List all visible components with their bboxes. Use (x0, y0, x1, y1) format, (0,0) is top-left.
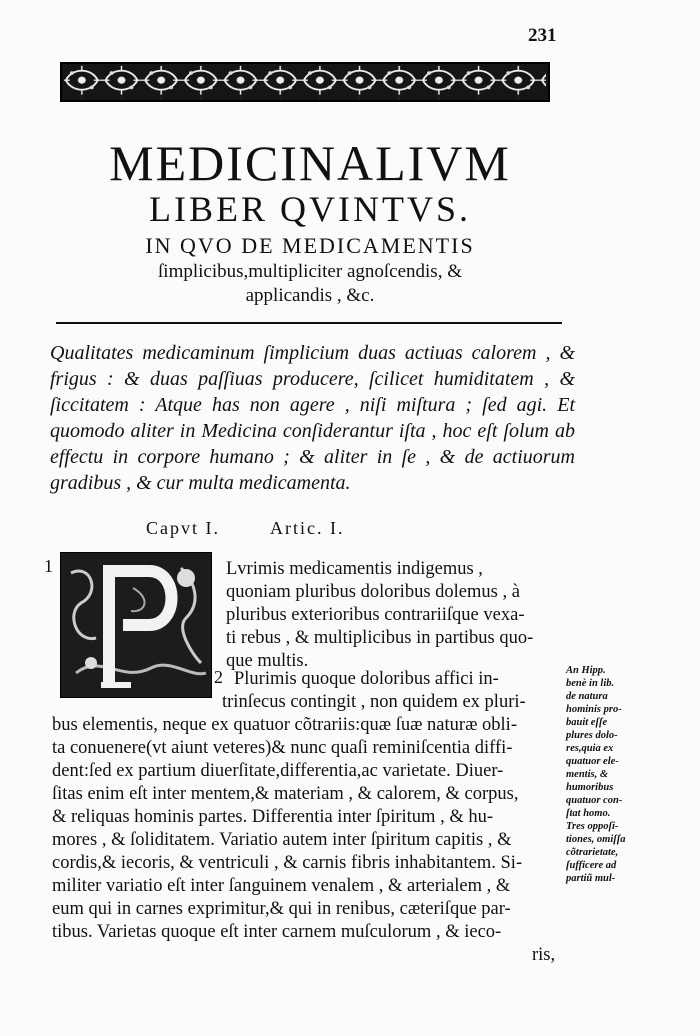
body-line: quoniam pluribus doloribus dolemus , à (226, 582, 520, 602)
margin-notes (566, 664, 700, 885)
body-line: Lvrimis medicamentis indigemus , (226, 559, 483, 579)
margin-note-line: cõtrarietate, (566, 847, 619, 858)
body-line: ſitas enim eſt inter mentem,& materiam , & calorem, & corpus, (52, 784, 519, 804)
margin-note-line: benè in lib. (566, 678, 615, 689)
section-number-2: 2 (214, 667, 223, 687)
margin-note-line: de natura (566, 691, 608, 702)
margin-note-line: ſufficere ad (566, 860, 617, 871)
body-line: ti rebus , & multiplicibus in partibus quo- (226, 628, 534, 648)
title-line-4: ſimplicibus,multipliciter agnoſcendis, & (158, 261, 462, 282)
body-line: que multis. (226, 651, 309, 671)
body-line: & reliquas hominis partes. Differentia inter ſpiritum , & hu- (52, 807, 493, 827)
chapter-summary: Qualitates medicaminum ſimplicium duas actiuas calorem , & frigus : & duas paſſiuas producere, ſcilicet humiditatem , & ſiccitatem : Atque has non agere , niſi miſtura ; ſed agi. Et quomodo aliter in Medicina conſiderantur iſta , hoc eſt ſolum ab effectu in corpore humano ; & aliter in ſe , & de actiuorum gradibus , & cur multa medicamenta. (50, 342, 575, 494)
body-line: dent:ſed ex partium diuerſitate,differentia,ac varietate. Diuer- (52, 761, 504, 781)
title-line-3: IN QVO DE MEDICAMENTIS (145, 233, 475, 258)
horizontal-rule (56, 322, 562, 324)
margin-note-line: tiones, omiſſa (566, 834, 626, 845)
body-line: eum qui in carnes exprimitur,& qui in renibus, cæteriſque par- (52, 899, 511, 919)
margin-note-line: bauit eſſe (566, 717, 608, 728)
margin-note-line: hominis pro- (566, 704, 622, 715)
floral-ornament-band-icon (60, 62, 550, 102)
body-line: tibus. Varietas quoque eſt inter carnem muſculorum , & ieco- (52, 922, 502, 942)
body-line: mores , & ſoliditatem. Variatio autem inter ſpiritum capitis , & (52, 830, 512, 850)
page-number: 231 (528, 25, 557, 46)
title-line-2: LIBER QVINTVS. (149, 189, 471, 229)
margin-note-line: plures dolo- (566, 730, 618, 741)
body-line: ris, (532, 945, 556, 965)
body-line: militer variatio eſt inter ſanguinem venalem , & arterialem , & (52, 876, 511, 896)
title-line-1: MEDICINALIVM (109, 135, 511, 191)
caput-label: Capvt I. (146, 518, 220, 538)
body-line: Plurimis quoque doloribus affici in- (234, 669, 499, 689)
section-number-1: 1 (44, 556, 53, 576)
margin-note-line: Tres oppoſi- (566, 821, 619, 832)
margin-note-line: An Hipp. (566, 665, 606, 676)
margin-note-line: mentis, & (566, 769, 609, 780)
body-line: bus elementis, neque ex quatuor cõtrariis:quæ ſuæ naturæ obli- (52, 715, 517, 735)
body-line: trinſecus contingit , non quidem ex pluri- (222, 692, 526, 712)
body-line: cordis,& iecoris, & ventriculi , & carnis fibris inhabitantem. Si- (52, 853, 523, 873)
body-line: pluribus exterioribus contrariiſque vexa- (226, 605, 525, 625)
chapter-heading (146, 518, 344, 539)
margin-note-line: humoribus (566, 782, 614, 793)
drop-cap-p-icon (60, 552, 212, 698)
margin-note-line: quatuor con- (566, 795, 623, 806)
margin-note-line: ſtat homo. (566, 808, 611, 819)
artic-label: Artic. I. (270, 518, 345, 538)
margin-note-line: partiũ mul- (566, 873, 616, 884)
body-line: ta conuenere(vt aiunt veteres)& nunc quaſi reminiſcentia diffi- (52, 738, 513, 758)
title-line-5: applicandis , &c. (245, 285, 375, 306)
margin-note-line: res,quia ex (566, 743, 614, 754)
margin-note-line: quatuor ele- (566, 756, 619, 767)
